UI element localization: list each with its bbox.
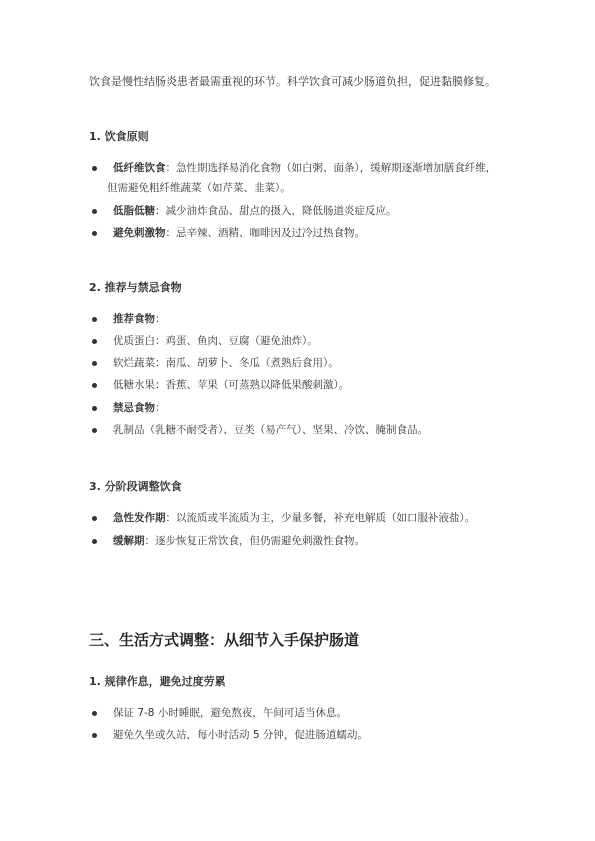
list-item-bold: 急性发作期 xyxy=(113,512,166,524)
list-item-text: ：急性期选择易消化食物（如白粥、面条），缓解期逐渐增加膳食纤维， xyxy=(165,162,497,174)
list-item: 低糖水果：香蕉、苹果（可蒸熟以降低果酸刺激）。 xyxy=(113,379,350,391)
list-item: 软烂蔬菜：南瓜、胡萝卜、冬瓜（煮熟后食用）。 xyxy=(113,357,339,369)
list-item-bold: 避免刺激物 xyxy=(113,227,166,239)
chapter-heading-lifestyle: 三、生活方式调整：从细节入手保护肠道 xyxy=(89,631,360,649)
list-item-bold: 低纤维饮食 xyxy=(113,162,166,174)
section-heading-regular-routine: 1. 规律作息，避免过度劳累 xyxy=(89,675,226,688)
bullet-icon xyxy=(92,711,97,716)
list-item-text: ：以流质或半流质为主，少量多餐，补充电解质（如口服补液盐）。 xyxy=(165,512,476,524)
list-item: 保证 7-8 小时睡眠，避免熬夜，午间可适当休息。 xyxy=(113,707,347,719)
bullet-icon xyxy=(92,539,97,544)
bullet-icon xyxy=(92,733,97,738)
list-item-text: ： xyxy=(155,402,166,414)
section-heading-recommended-foods: 2. 推荐与禁忌食物 xyxy=(89,281,182,294)
intro-paragraph: 饮食是慢性结肠炎患者最需重视的环节。科学饮食可减少肠道负担，促进黏膜修复。 xyxy=(89,75,496,88)
list-item-text: ：忌辛辣、酒精、咖啡因及过冷过热食物。 xyxy=(165,227,365,239)
list-item-text: ：逐步恢复正常饮食，但仍需避免刺激性食物。 xyxy=(144,535,365,547)
list-item: 优质蛋白：鸡蛋、鱼肉、豆腐（避免油炸）。 xyxy=(113,335,318,347)
bullet-icon xyxy=(92,209,97,214)
bullet-icon xyxy=(92,317,97,322)
list-item xyxy=(113,204,397,219)
list-item-bold: 推荐食物 xyxy=(113,313,155,325)
bullet-icon xyxy=(92,166,97,171)
section-heading-diet-principles: 1. 饮食原则 xyxy=(89,130,149,143)
bullet-icon xyxy=(92,383,97,388)
list-item xyxy=(113,161,496,176)
list-item-bold: 低脂低糖 xyxy=(113,205,155,217)
list-item xyxy=(113,226,365,241)
list-item-continuation: 但需避免粗纤维蔬菜（如芹菜、韭菜）。 xyxy=(107,182,291,194)
list-item-bold: 禁忌食物 xyxy=(113,402,155,414)
bullet-icon xyxy=(92,406,97,411)
list-item xyxy=(113,534,365,549)
list-item-text: ：减少油炸食品、甜点的摄入，降低肠道炎症反应。 xyxy=(155,205,397,217)
list-item-text: ： xyxy=(155,313,166,325)
list-item: 乳制品（乳糖不耐受者）、豆类（易产气）、坚果、冷饮、腌制食品。 xyxy=(113,424,428,436)
bullet-icon xyxy=(92,361,97,366)
section-heading-staged-diet: 3. 分阶段调整饮食 xyxy=(89,480,182,493)
list-item xyxy=(113,511,475,526)
list-item: 避免久坐或久站，每小时活动 5 分钟，促进肠道蠕动。 xyxy=(113,729,368,741)
bullet-icon xyxy=(92,231,97,236)
bullet-icon xyxy=(92,516,97,521)
list-item xyxy=(113,401,166,416)
list-item-bold: 缓解期 xyxy=(113,535,145,547)
bullet-icon xyxy=(92,428,97,433)
list-item xyxy=(113,312,166,327)
bullet-icon xyxy=(92,339,97,344)
